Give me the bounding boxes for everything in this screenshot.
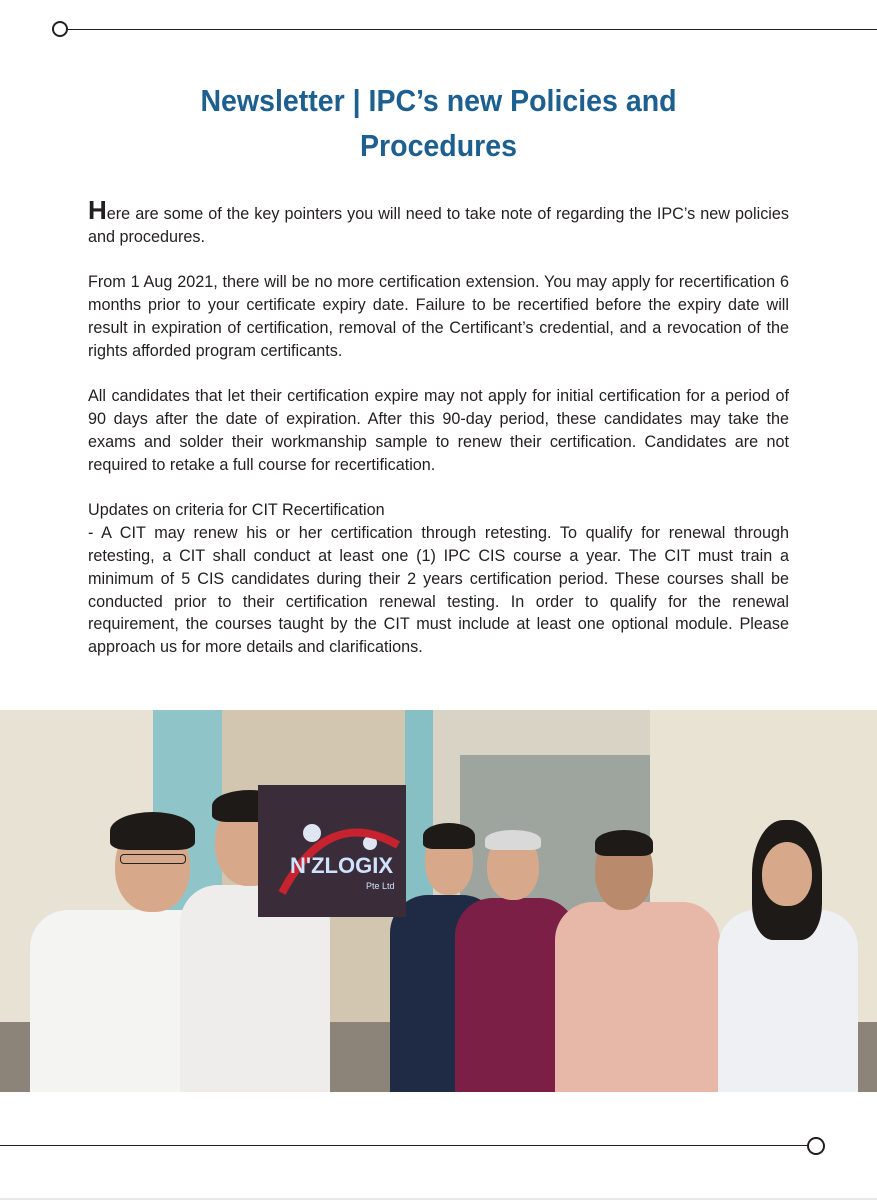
company-sign-logo (258, 785, 406, 917)
article-body (88, 195, 789, 659)
person-5 (555, 830, 720, 1092)
cit-recert-body: - A CIT may renew his or her certification through retesting. To qualify for renewal through retesting, a CIT shall conduct at least one (1) IPC CIS course a year. The CIT must train a minimum of 5 CIS candidates during their 2 years certification period. These courses shall be conducted prior to their certification renewal testing. In order to qualify for the renewal requirement, the courses taught by the CIT must include at least one optional module. Please approach us for more details and clarifications. (88, 524, 789, 657)
drop-cap: H (88, 195, 107, 225)
top-ring-ornament (52, 21, 68, 37)
expiry-paragraph: All candidates that let their certification expire may not apply for initial certification for a period of 90 days after the date of expiration. After this 90-day period, these candidates may take the exams and solder their workmanship sample to renew their certification. Candidates are not required to retake a full course for recertification. (88, 387, 789, 474)
top-rule (62, 29, 877, 30)
sign-sub-text: Pte Ltd (366, 881, 395, 891)
title-line-2: Procedures (360, 128, 517, 163)
page-title (35, 78, 842, 168)
bottom-rule (0, 1145, 808, 1146)
person-6 (718, 820, 868, 1092)
group-photo (0, 710, 877, 1092)
intro-paragraph (88, 195, 789, 249)
intro-text: ere are some of the key pointers you will need to take note of regarding the IPC’s new policies and procedures. (88, 205, 789, 246)
extension-paragraph: From 1 Aug 2021, there will be no more certification extension. You may apply for recertification 6 months prior to your certificate expiry date. Failure to be recertified before the expiry date will result in expiration of certification, removal of the Certificant’s credential, and a revocation of the rights afforded program certificants. (88, 273, 789, 360)
sign-logo-text: N'ZLOGIX (290, 853, 394, 878)
title-line-1: Newsletter | IPC’s new Policies and (200, 83, 677, 118)
cit-recert-heading: Updates on criteria for CIT Recertification (88, 501, 385, 520)
cit-recert-paragraph (88, 499, 789, 659)
bottom-ring-ornament (807, 1137, 825, 1155)
